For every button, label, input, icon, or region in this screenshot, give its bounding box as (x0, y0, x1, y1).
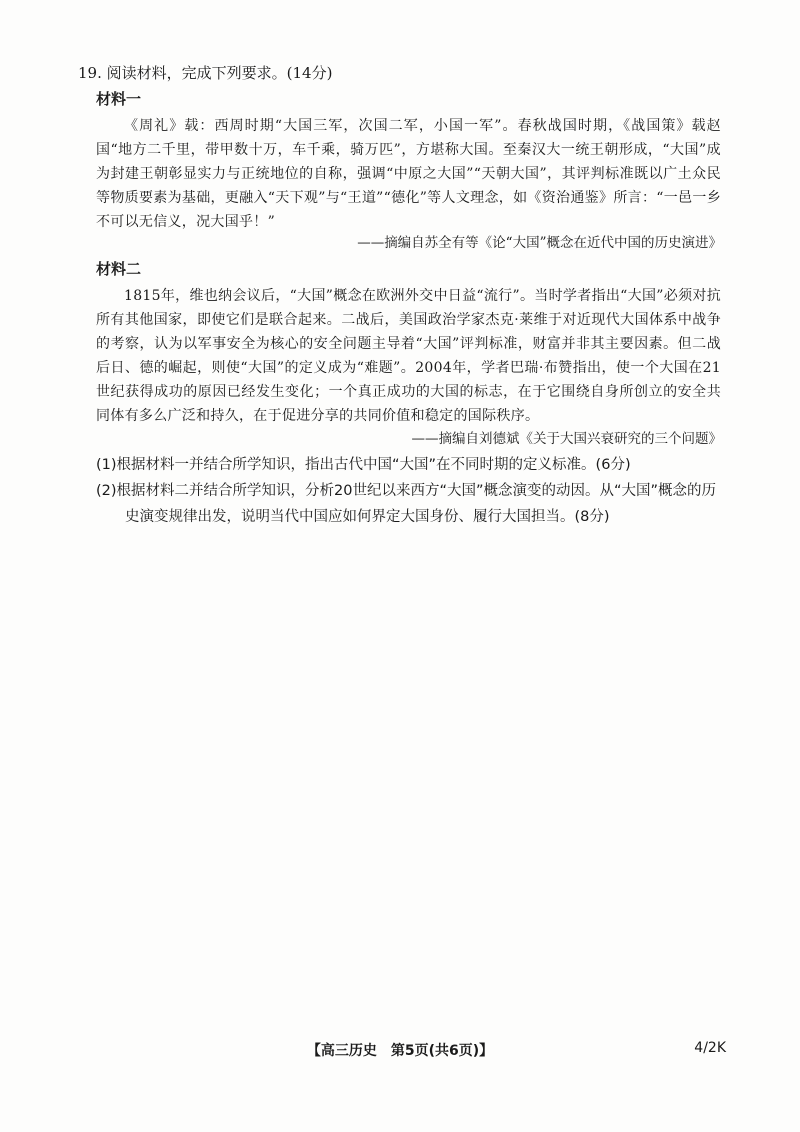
material-two-source: ——摘编自刘德斌《关于大国兴衰研究的三个问题》 (411, 431, 722, 447)
sub-question-1-text: (1)根据材料一并结合所学知识，指出古代中国“大国”在不同时期的定义标准。(6分) (96, 457, 631, 473)
material-two-text: 1815年，维也纳会议后，“大国”概念在欧洲外交中日益“流行”。当时学者指出“大国”必须对抗所有其他国家，即使它们是联合起来。二战后，美国政治学家杰克·莱维于对近现代大国体系中战争的考察，认为以军事安全为核心的安全问题主导着“大国”评判标准，财富并非其主要因素。但二战后日、德的崛起，则使“大国”的定义成为“难题”。2004年，学者巴瑞·布赞指出，使一个大国在21世纪获得成功的原因已经发生变化；一个真正成功的大国的标志，在于它围绕自身所创立的安全共同体有多么广泛和持久，在于促进分享的共同价值和稳定的国际秩序。 (96, 288, 721, 424)
page-code: 4/2K (694, 1040, 726, 1056)
material-one-source: ——摘编自苏全有等《论“大国”概念在近代中国的历史演进》 (357, 235, 722, 251)
sub-question-2 (96, 478, 721, 530)
material-one-text: 《周礼》载：西周时期“大国三军，次国二军，小国一军”。春秋战国时期，《战国策》载赵国“地方二千里，带甲数十万，车千乘，骑万匹”，方堪称大国。至秦汉大一统王朝形成，“大国”成为封建王朝彰显实力与正统地位的自称，强调“中原之大国”“天朝大国”，其评判标准既以广土众民等物质要素为基础，更融入“天下观”与“王道”“德化”等人文理念，如《资治通鉴》所言：“一邑一乡不可以无信义，况大国乎！” (96, 118, 721, 230)
material-one-title: 材料一 (96, 90, 142, 108)
page-footer: 【高三历史 第5页(共6页)】 (306, 1043, 494, 1059)
sub-question-2-text: (2)根据材料二并结合所学知识，分析20世纪以来西方“大国”概念演变的动因。从“大国”概念的历史演变规律出发，说明当代中国应如何界定大国身份、履行大国担当。(8分) (96, 483, 717, 525)
material-two-title: 材料二 (96, 260, 142, 278)
question-header: 19. 阅读材料，完成下列要求。(14分) (78, 64, 333, 82)
sub-question-1 (96, 452, 721, 478)
